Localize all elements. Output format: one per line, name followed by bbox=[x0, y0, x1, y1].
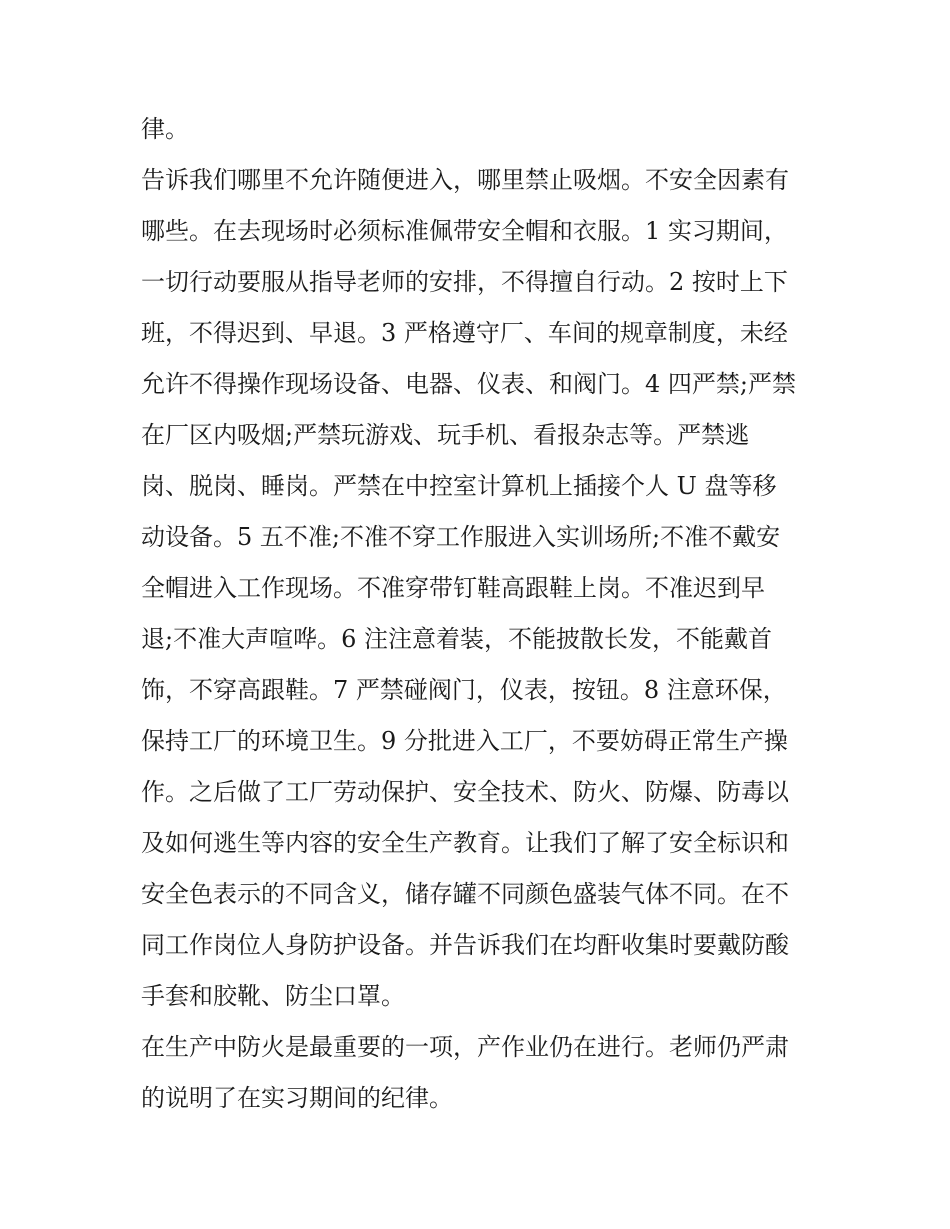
text-line: 同工作岗位人身防护设备。并告诉我们在均酐收集时要戴防酸 bbox=[141, 931, 789, 959]
text-line: 全帽进入工作现场。不准穿带钉鞋高跟鞋上岗。不准迟到早 bbox=[141, 574, 765, 602]
text-line: 手套和胶靴、防尘口罩。 bbox=[141, 982, 405, 1010]
text-line: 一切行动要服从指导老师的安排，不得擅自行动。2 按时上下 bbox=[141, 268, 788, 296]
text-line: 律。 bbox=[141, 115, 189, 143]
document-body bbox=[141, 104, 821, 1124]
text-line: 允许不得操作现场设备、电器、仪表、和阀门。4 四严禁;严禁 bbox=[141, 370, 796, 398]
text-line: 哪些。在去现场时必须标准佩带安全帽和衣服。1 实习期间， bbox=[141, 217, 788, 245]
text-line: 的说明了在实习期间的纪律。 bbox=[141, 1084, 453, 1112]
text-line: 作。之后做了工厂劳动保护、安全技术、防火、防爆、防毒以 bbox=[141, 778, 789, 806]
text-line: 在生产中防火是最重要的一项，产作业仍在进行。老师仍严肃 bbox=[141, 1033, 789, 1061]
text-line: 饰，不穿高跟鞋。7 严禁碰阀门，仪表，按钮。8 注意环保， bbox=[141, 676, 787, 704]
text-line: 告诉我们哪里不允许随便进入，哪里禁止吸烟。不安全因素有 bbox=[141, 166, 789, 194]
text-line: 退;不准大声喧哗。6 注注意着装，不能披散长发，不能戴首 bbox=[141, 625, 772, 653]
text-line: 保持工厂的环境卫生。9 分批进入工厂，不要妨碍正常生产操 bbox=[141, 727, 788, 755]
text-line: 在厂区内吸烟;严禁玩游戏、玩手机、看报杂志等。严禁逃 bbox=[141, 421, 750, 449]
text-line: 岗、脱岗、睡岗。严禁在中控室计算机上插接个人 U 盘等移 bbox=[141, 472, 777, 500]
text-line: 及如何逃生等内容的安全生产教育。让我们了解了安全标识和 bbox=[141, 829, 789, 857]
text-line: 安全色表示的不同含义，储存罐不同颜色盛装气体不同。在不 bbox=[141, 880, 789, 908]
text-line: 班，不得迟到、早退。3 严格遵守厂、车间的规章制度，未经 bbox=[141, 319, 788, 347]
text-line: 动设备。5 五不准;不准不穿工作服进入实训场所;不准不戴安 bbox=[141, 523, 781, 551]
